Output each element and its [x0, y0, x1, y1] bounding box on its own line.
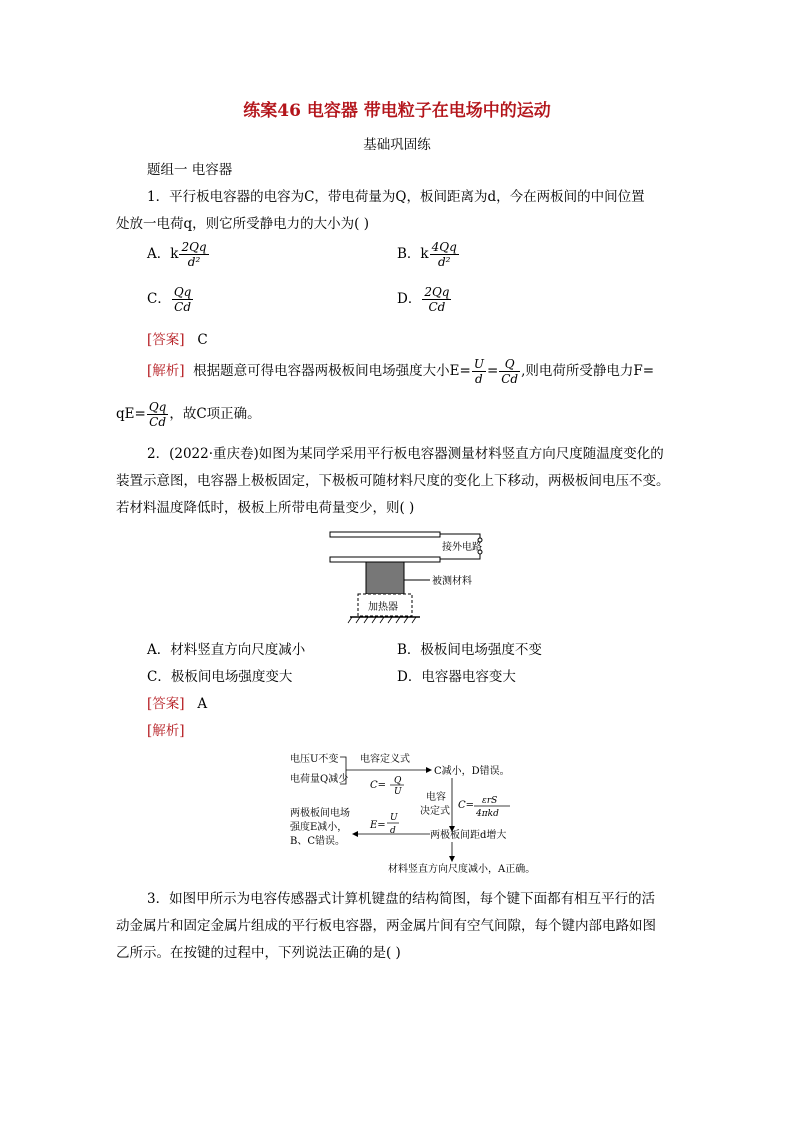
flow-c-eq-2: C=: [458, 800, 475, 811]
q1-option-a: A．k $\frac{2Qq}{\text{d²}}$: [147, 240, 207, 269]
q1-option-d: D． $\frac{2Qq}{Cd}$: [397, 285, 450, 314]
flow-q-decrease: 电荷量Q减少: [290, 774, 349, 785]
q1-analysis-line2: qE= $\frac{Qq}{Cd}$ ，故C项正确。: [116, 400, 261, 429]
q2-line3: 若材料温度降低时，极板上所带电荷量变少，则( ): [116, 500, 415, 516]
analysis-flow-diagram: [284, 748, 554, 878]
material-block: [366, 562, 404, 594]
flow-cap-det-1: 电容: [426, 792, 446, 803]
flow-cap-definition: 电容定义式: [360, 754, 410, 765]
q1-answer: [答案] C: [147, 332, 208, 348]
flow-c-det-num: εrS: [482, 796, 498, 806]
q3-line2: 动金属片和固定金属片组成的平行板电容器，两金属片间有空气间隙，每个键内部电路如图: [116, 918, 656, 934]
flow-cap-det-2: 决定式: [420, 806, 450, 817]
page-title: 练案46 电容器 带电粒子在电场中的运动: [243, 101, 551, 121]
q2-answer: [答案] A: [147, 696, 208, 712]
q2-line2: 装置示意图，电容器上极板固定，下极板可随材料尺度的变化上下移动，两极板间电压不变。: [116, 473, 670, 489]
flow-conclusion: 材料竖直方向尺度减小，A正确。: [388, 864, 536, 875]
flow-c-def-den: U: [394, 787, 402, 797]
flow-c-def-num: Q: [394, 776, 402, 786]
flow-e-num: U: [390, 813, 398, 823]
q2-option-d: D．电容器电容变大: [397, 669, 516, 685]
section-subtitle: 基础巩固练: [363, 137, 431, 153]
flow-field-1: 两极板间电场: [290, 808, 350, 819]
q1-option-b: B．k $\frac{4Qq}{\text{d²}}$: [397, 240, 457, 269]
flow-e-den: d: [390, 826, 396, 836]
capacitor-apparatus-figure: [318, 528, 498, 630]
flow-arrowhead-3: [352, 831, 358, 837]
wire-lower: [440, 554, 480, 559]
flow-field-3: B、C错误。: [290, 836, 345, 847]
q2-option-c: C．极板间电场强度变大: [147, 669, 293, 685]
q1-line1: 1．平行板电容器的电容为C，带电荷量为Q，板间距离为d，今在两板间的中间位置: [147, 189, 645, 205]
flow-c-result: C减小，D错误。: [434, 766, 510, 777]
flow-arrowhead-4: [449, 856, 455, 862]
ground-hatch: [348, 617, 416, 623]
flow-c-det-den: 4πkd: [476, 809, 499, 819]
label-external-circuit: 接外电路: [442, 542, 482, 553]
q3-line1: 3．如图甲所示为电容传感器式计算机键盘的结构简图，每个键下面都有相互平行的活: [147, 891, 656, 907]
flow-arrowhead-1: [426, 767, 432, 773]
q2-analysis-tag: [解析]: [147, 723, 185, 739]
flow-e-eq: E=: [370, 820, 386, 831]
q1-line2: 处放一电荷q，则它所受静电力的大小为( ): [116, 216, 369, 232]
wire-upper: [440, 534, 480, 538]
q3-line3: 乙所示。在按键的过程中，下列说法正确的是( ): [116, 945, 401, 961]
q2-option-a: A．材料竖直方向尺度减小: [147, 642, 306, 658]
flow-u-const: 电压U不变: [290, 754, 339, 765]
q1-option-c: C． $\frac{Qq}{Cd}$: [147, 285, 192, 314]
lower-plate: [330, 557, 440, 562]
flow-field-2: 强度E减小，: [290, 822, 348, 833]
label-heater: 加热器: [368, 602, 398, 613]
flow-c-eq: C=: [370, 780, 387, 791]
q2-option-b: B．极板间电场强度不变: [397, 642, 542, 658]
group-heading: 题组一 电容器: [147, 162, 233, 178]
upper-plate: [330, 532, 440, 537]
q2-line1: 2．(2022·重庆卷)如图为某同学采用平行板电容器测量材料竖直方向尺度随温度变化的: [147, 446, 664, 462]
q1-analysis-line1: [解析] 根据题意可得电容器两极板间电场强度大小E= $\frac{U}{d}$ = $\frac{Q}{Cd}$ ,则电荷所受静电力F=: [147, 357, 655, 386]
label-material: 被测材料: [432, 576, 472, 587]
flow-d-increase: 两极板间距d增大: [430, 830, 507, 841]
